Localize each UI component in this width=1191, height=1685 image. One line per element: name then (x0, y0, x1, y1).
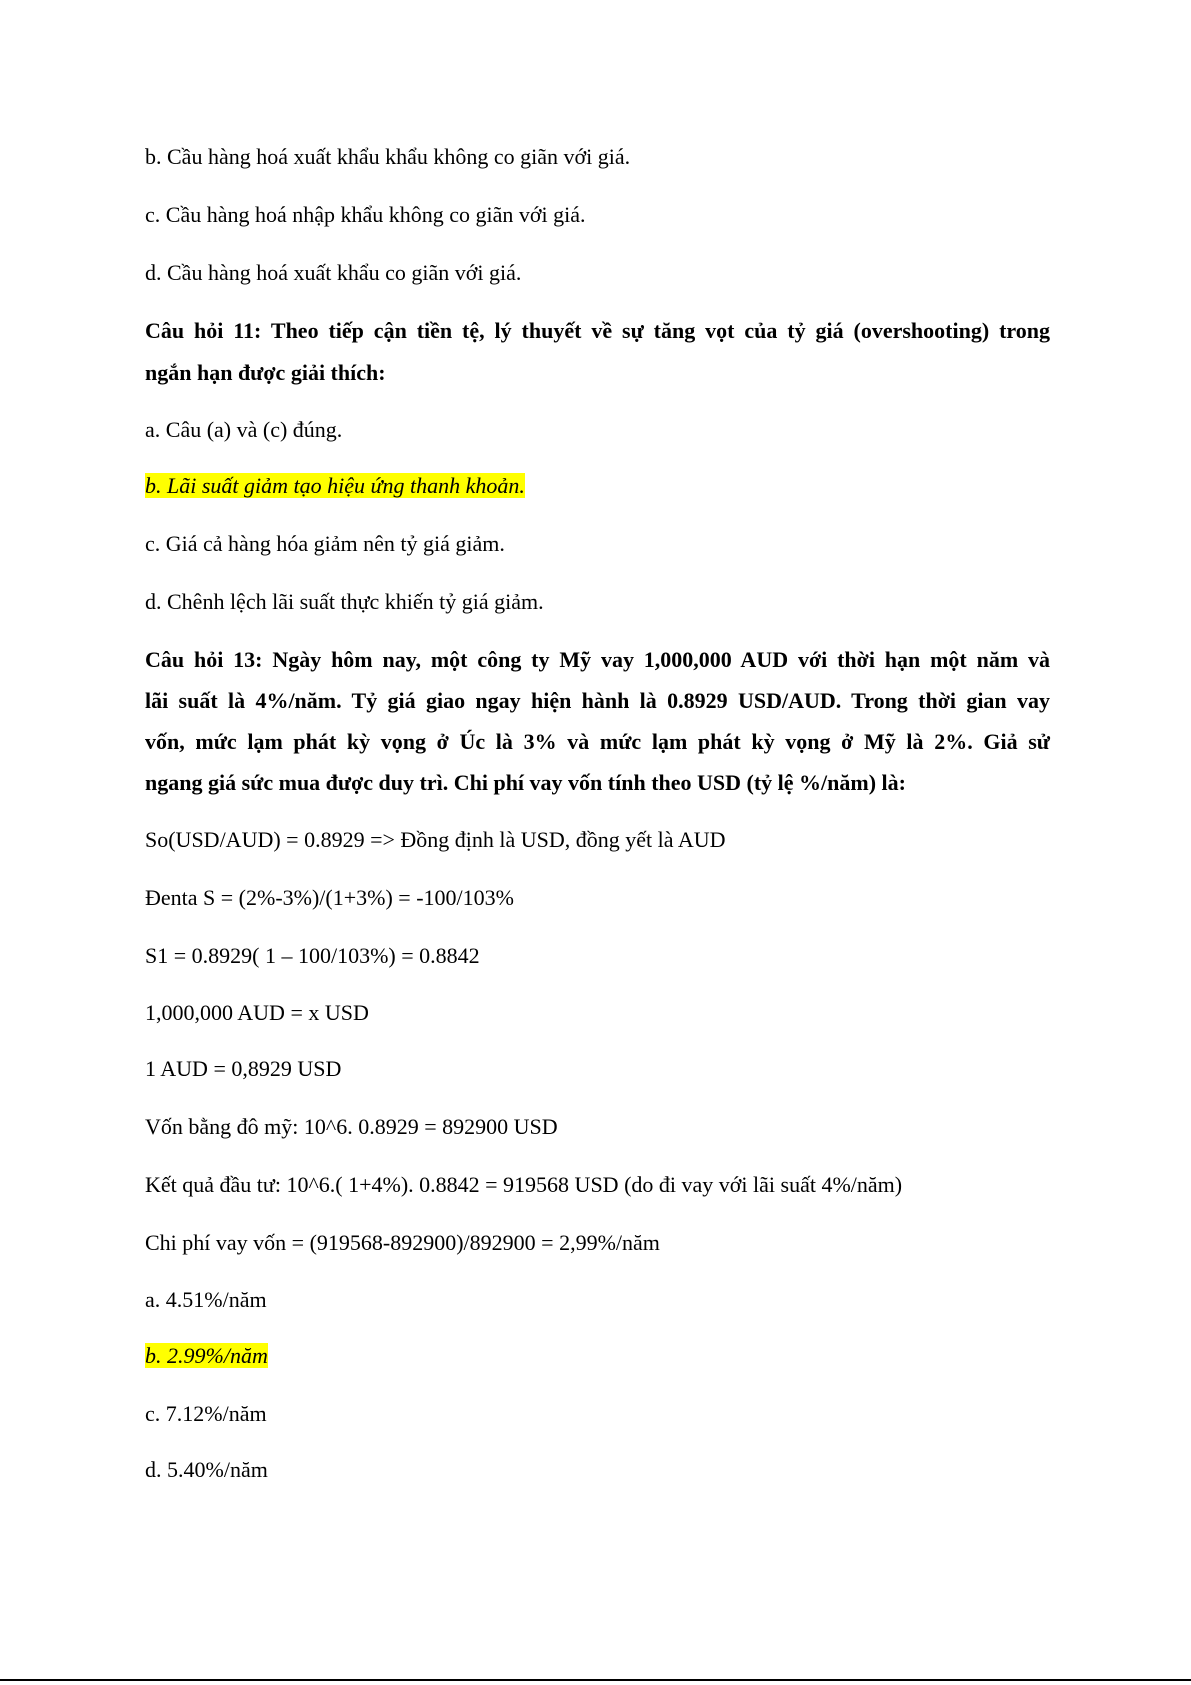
q13-solution-line: S1 = 0.8929( 1 – 100/103%) = 0.8842 (145, 943, 480, 968)
q13-question-line-2: lãi suất là 4%/năm. Tỷ giá giao ngay hiện hành là 0.8929 USD/AUD. Trong thời gian vay (145, 688, 1050, 713)
q13-question-line-3: vốn, mức lạm phát kỳ vọng ở Úc là 3% và mức lạm phát kỳ vọng ở Mỹ là 2%. Giả sử (145, 729, 1050, 754)
q13-solution-line: Đenta S = (2%-3%)/(1+3%) = -100/103% (145, 885, 514, 910)
q13-option-a: a. 4.51%/năm (145, 1287, 267, 1312)
q11-option-a: a. Câu (a) và (c) đúng. (145, 417, 343, 442)
q10-option-b: b. Cầu hàng hoá xuất khẩu khẩu không co giãn với giá. (145, 144, 631, 169)
q13-question-line-1: Câu hỏi 13: Ngày hôm nay, một công ty Mỹ vay 1,000,000 AUD với thời hạn một năm và (145, 647, 1050, 672)
q11-question-line-2: ngắn hạn được giải thích: (145, 360, 386, 385)
q10-option-c: c. Cầu hàng hoá nhập khẩu không co giãn với giá. (145, 202, 586, 227)
q13-option-b-correct (145, 1342, 268, 1370)
q13-option-c: c. 7.12%/năm (145, 1401, 267, 1426)
q11-option-c: c. Giá cả hàng hóa giảm nên tỷ giá giảm. (145, 531, 505, 556)
q13-question-line-4: ngang giá sức mua được duy trì. Chi phí vay vốn tính theo USD (tỷ lệ %/năm) là: (145, 770, 906, 795)
q13-solution-line: Vốn bằng đô mỹ: 10^6. 0.8929 = 892900 USD (145, 1114, 558, 1139)
q13-option-d: d. 5.40%/năm (145, 1457, 268, 1482)
q10-option-d: d. Cầu hàng hoá xuất khẩu co giãn với giá. (145, 260, 522, 285)
q11-option-b-correct (145, 472, 525, 500)
q13-solution-line: 1,000,000 AUD = x USD (145, 1000, 369, 1025)
q13-solution-line: 1 AUD = 0,8929 USD (145, 1056, 342, 1081)
q13-solution-line: Kết quả đầu tư: 10^6.( 1+4%). 0.8842 = 919568 USD (do đi vay với lãi suất 4%/năm) (145, 1172, 903, 1197)
q11-question-line-1: Câu hỏi 11: Theo tiếp cận tiền tệ, lý thuyết về sự tăng vọt của tỷ giá (overshooting) trong (145, 318, 1050, 343)
correct-answer-highlight: b. Lãi suất giảm tạo hiệu ứng thanh khoản. (145, 473, 525, 498)
page-bottom-rule (0, 1679, 1191, 1681)
correct-answer-highlight: b. 2.99%/năm (145, 1343, 268, 1368)
q13-solution-line: So(USD/AUD) = 0.8929 => Đồng định là USD, đồng yết là AUD (145, 827, 726, 852)
q11-option-d: d. Chênh lệch lãi suất thực khiến tỷ giá giảm. (145, 589, 544, 614)
q13-solution-line: Chi phí vay vốn = (919568-892900)/892900 = 2,99%/năm (145, 1230, 660, 1255)
